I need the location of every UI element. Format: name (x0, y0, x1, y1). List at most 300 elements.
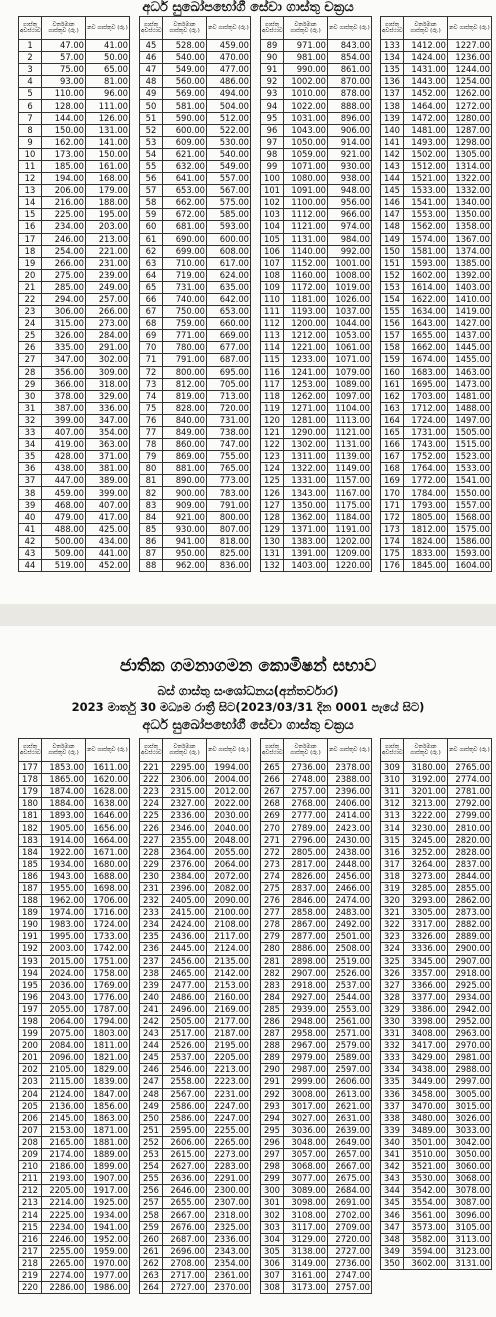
new-fare: 825.00 (207, 547, 251, 559)
stage-number: 112 (261, 318, 284, 330)
new-fare: 1769.00 (86, 979, 130, 991)
table-row (261, 487, 372, 499)
stage-number: 101 (261, 185, 284, 197)
new-fare: 2934.00 (448, 991, 492, 1003)
current-fare: 1731.00 (404, 427, 448, 439)
table-row (381, 76, 492, 88)
table-row (19, 257, 130, 269)
stage-number: 119 (261, 402, 284, 414)
table-row (261, 1269, 372, 1281)
table-row (381, 1076, 492, 1088)
table-row (19, 523, 130, 535)
table-row (261, 1161, 372, 1173)
stage-number: 205 (19, 1100, 42, 1112)
stage-number: 176 (381, 560, 404, 572)
stage-number: 200 (19, 1040, 42, 1052)
current-fare: 459.00 (42, 487, 86, 499)
table-row (140, 306, 251, 318)
new-fare: 1856.00 (86, 1100, 130, 1112)
stage-number: 51 (140, 112, 163, 124)
table-row (140, 1100, 251, 1112)
new-fare: 653.00 (207, 306, 251, 318)
new-fare: 1332.00 (448, 185, 492, 197)
new-fare: 2855.00 (448, 882, 492, 894)
table-row (140, 475, 251, 487)
new-fare: 371.00 (86, 451, 130, 463)
new-fare: 2720.00 (328, 1233, 372, 1245)
new-fare: 3015.00 (448, 1100, 492, 1112)
stage-number: 294 (261, 1112, 284, 1124)
new-fare: 1463.00 (448, 366, 492, 378)
new-fare: 1367.00 (448, 233, 492, 245)
new-fare: 2765.00 (448, 762, 492, 774)
table-row (19, 1282, 130, 1294)
current-fare: 1059.00 (284, 148, 328, 160)
stage-number: 53 (140, 136, 163, 148)
table-row (140, 943, 251, 955)
new-fare: 2691.00 (328, 1197, 372, 1209)
stage-number: 295 (261, 1124, 284, 1136)
header-new-fare: නව ගාස්තුව (රු.) (207, 739, 251, 762)
stage-number: 99 (261, 160, 284, 172)
table-row (261, 1282, 372, 1294)
table-row (140, 330, 251, 342)
stage-number: 164 (381, 414, 404, 426)
table-row (19, 281, 130, 293)
table-row (381, 293, 492, 305)
new-fare: 494.00 (207, 88, 251, 100)
stage-number: 71 (140, 354, 163, 366)
stage-number: 137 (381, 88, 404, 100)
current-fare: 2234.00 (42, 1221, 86, 1233)
table-row (19, 1052, 130, 1064)
current-fare: 2415.00 (163, 907, 207, 919)
current-fare: 971.00 (284, 40, 328, 52)
new-fare: 1758.00 (86, 967, 130, 979)
stage-number: 296 (261, 1136, 284, 1148)
table-row (381, 487, 492, 499)
table-row (261, 160, 372, 172)
current-fare: 2327.00 (163, 798, 207, 810)
table-row (140, 1161, 251, 1173)
current-fare: 2064.00 (42, 1015, 86, 1027)
stage-number: 62 (140, 245, 163, 257)
current-fare: 2736.00 (284, 762, 328, 774)
stage-number: 123 (261, 451, 284, 463)
page-2-title: අර්ධ සුඛෝපභෝගී සේවා ගාස්තු චක්‍රය (142, 718, 354, 733)
stage-number: 5 (19, 88, 42, 100)
current-fare: 2636.00 (163, 1173, 207, 1185)
current-fare: 2918.00 (284, 979, 328, 991)
new-fare: 2336.00 (207, 1233, 251, 1245)
new-fare: 836.00 (207, 560, 251, 572)
stage-number: 258 (140, 1209, 163, 1221)
current-fare: 1311.00 (284, 451, 328, 463)
current-fare: 2939.00 (284, 1003, 328, 1015)
stage-number: 168 (381, 463, 404, 475)
table-row (19, 233, 130, 245)
current-fare: 2246.00 (42, 1233, 86, 1245)
stage-number: 145 (381, 185, 404, 197)
current-fare: 2867.00 (284, 919, 328, 931)
table-row (19, 293, 130, 305)
stage-number: 321 (381, 907, 404, 919)
current-fare: 2055.00 (42, 1003, 86, 1015)
new-fare: 1272.00 (448, 100, 492, 112)
new-fare: 2918.00 (448, 967, 492, 979)
header-current-fare: වර්තමාන ගාස්තුව (රු.) (42, 17, 86, 40)
new-fare: 81.00 (86, 76, 130, 88)
table-row (140, 1040, 251, 1052)
current-fare: 2606.00 (163, 1136, 207, 1148)
current-fare: 2445.00 (163, 943, 207, 955)
current-fare: 1100.00 (284, 197, 328, 209)
stage-number: 259 (140, 1221, 163, 1233)
new-fare: 3078.00 (448, 1185, 492, 1197)
current-fare: 2595.00 (163, 1124, 207, 1136)
stage-number: 154 (381, 293, 404, 305)
new-fare: 1871.00 (86, 1124, 130, 1136)
new-fare: 257.00 (86, 293, 130, 305)
current-fare: 3129.00 (284, 1233, 328, 1245)
table-row (19, 378, 130, 390)
table-row (261, 1124, 372, 1136)
stage-number: 238 (140, 967, 163, 979)
table-row (19, 955, 130, 967)
new-fare: 2747.00 (328, 1269, 372, 1281)
current-fare: 1391.00 (284, 547, 328, 559)
stage-number: 81 (140, 475, 163, 487)
table-row (261, 451, 372, 463)
new-fare: 65.00 (86, 64, 130, 76)
new-fare: 1611.00 (86, 762, 130, 774)
table-row (261, 1245, 372, 1257)
table-row (381, 1028, 492, 1040)
current-fare: 2805.00 (284, 846, 328, 858)
table-row (381, 1124, 492, 1136)
current-fare: 3582.00 (404, 1233, 448, 1245)
new-fare: 1403.00 (448, 281, 492, 293)
table-row (381, 846, 492, 858)
table-row (381, 1197, 492, 1209)
new-fare: 50.00 (86, 52, 130, 64)
stage-number: 256 (140, 1185, 163, 1197)
table-row (381, 822, 492, 834)
stage-number: 92 (261, 76, 284, 88)
table-row (140, 100, 251, 112)
stage-number: 130 (261, 535, 284, 547)
current-fare: 1080.00 (284, 173, 328, 185)
table-row (261, 499, 372, 511)
new-fare: 2205.00 (207, 1052, 251, 1064)
table-row (140, 1209, 251, 1221)
stage-number: 208 (19, 1136, 42, 1148)
new-fare: 3005.00 (448, 1088, 492, 1100)
new-fare: 1811.00 (86, 1040, 130, 1052)
stage-number: 271 (261, 834, 284, 846)
stage-number: 111 (261, 306, 284, 318)
table-row (19, 511, 130, 523)
current-fare: 1593.00 (404, 257, 448, 269)
stage-number: 72 (140, 366, 163, 378)
table-row (261, 463, 372, 475)
table-row (19, 895, 130, 907)
new-fare: 617.00 (207, 257, 251, 269)
table-row (381, 221, 492, 233)
table-row (19, 1124, 130, 1136)
new-fare: 1970.00 (86, 1257, 130, 1269)
current-fare: 2907.00 (284, 967, 328, 979)
stage-number: 90 (261, 52, 284, 64)
new-fare: 2606.00 (328, 1076, 372, 1088)
table-row (261, 221, 372, 233)
table-row (381, 439, 492, 451)
stage-number: 184 (19, 846, 42, 858)
new-fare: 818.00 (207, 535, 251, 547)
page-2 (0, 626, 496, 1317)
header-stage: ගාස්තු අවස්ථාව (140, 17, 163, 40)
new-fare: 2757.00 (328, 1282, 372, 1294)
current-fare: 1271.00 (284, 402, 328, 414)
current-fare: 849.00 (163, 427, 207, 439)
current-fare: 1233.00 (284, 354, 328, 366)
table-row (140, 547, 251, 559)
new-fare: 188.00 (86, 197, 130, 209)
new-fare: 1488.00 (448, 402, 492, 414)
new-fare: 1254.00 (448, 76, 492, 88)
stage-number: 82 (140, 487, 163, 499)
current-fare: 3398.00 (404, 1015, 448, 1027)
table-row (19, 907, 130, 919)
current-fare: 540.00 (163, 52, 207, 64)
current-fare: 1712.00 (404, 402, 448, 414)
table-row (19, 136, 130, 148)
stage-number: 98 (261, 148, 284, 160)
new-fare: 914.00 (328, 136, 372, 148)
table-row (381, 858, 492, 870)
table-row (140, 1064, 251, 1076)
current-fare: 1193.00 (284, 306, 328, 318)
current-fare: 1784.00 (404, 487, 448, 499)
current-fare: 2496.00 (163, 1003, 207, 1015)
current-fare: 2846.00 (284, 895, 328, 907)
stage-number: 120 (261, 414, 284, 426)
table-row (140, 318, 251, 330)
stage-number: 103 (261, 209, 284, 221)
new-fare: 3087.00 (448, 1197, 492, 1209)
new-fare: 2837.00 (448, 858, 492, 870)
new-fare: 2072.00 (207, 870, 251, 882)
table-row (140, 907, 251, 919)
table-row (19, 798, 130, 810)
stage-number: 29 (19, 378, 42, 390)
stage-number: 188 (19, 895, 42, 907)
new-fare: 1698.00 (86, 882, 130, 894)
current-fare: 3542.00 (404, 1185, 448, 1197)
new-fare: 2195.00 (207, 1040, 251, 1052)
new-fare: 1497.00 (448, 414, 492, 426)
new-fare: 660.00 (207, 318, 251, 330)
table-row (381, 1064, 492, 1076)
current-fare: 2193.00 (42, 1173, 86, 1185)
current-fare: 2586.00 (163, 1112, 207, 1124)
stage-number: 212 (19, 1185, 42, 1197)
current-fare: 950.00 (163, 547, 207, 559)
current-fare: 731.00 (163, 281, 207, 293)
new-fare: 1053.00 (328, 330, 372, 342)
header-new-fare: නව ගාස්තුව (රු.) (328, 739, 372, 762)
stage-number: 89 (261, 40, 284, 52)
table-row (19, 1161, 130, 1173)
stage-number: 25 (19, 330, 42, 342)
stage-number: 124 (261, 463, 284, 475)
header-stage: ගාස්තු අවස්ථාව (19, 739, 42, 762)
table-row (381, 427, 492, 439)
new-fare: 1688.00 (86, 870, 130, 882)
table-row (381, 1040, 492, 1052)
new-fare: 1575.00 (448, 523, 492, 535)
stage-number: 96 (261, 124, 284, 136)
table-row (140, 257, 251, 269)
stage-number: 44 (19, 560, 42, 572)
stage-number: 56 (140, 173, 163, 185)
current-fare: 3317.00 (404, 919, 448, 931)
stage-number: 250 (140, 1112, 163, 1124)
stage-number: 335 (381, 1076, 404, 1088)
stage-number: 308 (261, 1282, 284, 1294)
table-row (140, 148, 251, 160)
current-fare: 2615.00 (163, 1149, 207, 1161)
new-fare: 425.00 (86, 523, 130, 535)
current-fare: 1253.00 (284, 378, 328, 390)
new-fare: 1523.00 (448, 451, 492, 463)
table-row (140, 1269, 251, 1281)
current-fare: 2987.00 (284, 1064, 328, 1076)
current-fare: 3417.00 (404, 1040, 448, 1052)
table-row (140, 1124, 251, 1136)
table-row (140, 1076, 251, 1088)
table-row (140, 354, 251, 366)
current-fare: 194.00 (42, 173, 86, 185)
new-fare: 1994.00 (207, 762, 251, 774)
table-row (19, 560, 130, 572)
stage-number: 73 (140, 378, 163, 390)
stage-number: 94 (261, 100, 284, 112)
new-fare: 687.00 (207, 354, 251, 366)
current-fare: 1043.00 (284, 124, 328, 136)
table-row (261, 1076, 372, 1088)
stage-number: 242 (140, 1015, 163, 1027)
stage-number: 202 (19, 1064, 42, 1076)
new-fare: 2273.00 (207, 1149, 251, 1161)
new-fare: 1121.00 (328, 427, 372, 439)
stage-number: 43 (19, 547, 42, 559)
current-fare: 206.00 (42, 185, 86, 197)
stage-number: 222 (140, 774, 163, 786)
table-row (140, 870, 251, 882)
stage-number: 175 (381, 547, 404, 559)
table-row (261, 427, 372, 439)
current-fare: 3357.00 (404, 967, 448, 979)
stage-number: 266 (261, 774, 284, 786)
header-new-fare: නව ගාස්තුව (රු.) (448, 17, 492, 40)
current-fare: 2958.00 (284, 1028, 328, 1040)
stage-number: 151 (381, 257, 404, 269)
stage-number: 279 (261, 931, 284, 943)
new-fare: 470.00 (207, 52, 251, 64)
new-fare: 347.00 (86, 414, 130, 426)
new-fare: 2579.00 (328, 1040, 372, 1052)
new-fare: 878.00 (328, 88, 372, 100)
stage-number: 4 (19, 76, 42, 88)
current-fare: 549.00 (163, 64, 207, 76)
new-fare: 1392.00 (448, 269, 492, 281)
table-row (19, 148, 130, 160)
current-fare: 1241.00 (284, 366, 328, 378)
table-row (140, 160, 251, 172)
table-row (140, 1233, 251, 1245)
current-fare: 560.00 (163, 76, 207, 88)
current-fare: 428.00 (42, 451, 86, 463)
new-fare: 1113.00 (328, 414, 372, 426)
new-fare: 2997.00 (448, 1076, 492, 1088)
stage-number: 142 (381, 148, 404, 160)
stage-number: 311 (381, 786, 404, 798)
new-fare: 2501.00 (328, 931, 372, 943)
new-fare: 2684.00 (328, 1185, 372, 1197)
new-fare: 2873.00 (448, 907, 492, 919)
current-fare: 2295.00 (163, 762, 207, 774)
stage-number: 179 (19, 786, 42, 798)
new-fare: 713.00 (207, 390, 251, 402)
new-fare: 1427.00 (448, 318, 492, 330)
table-row (261, 281, 372, 293)
new-fare: 2187.00 (207, 1028, 251, 1040)
current-fare: 890.00 (163, 475, 207, 487)
table-row (19, 160, 130, 172)
stage-number: 185 (19, 858, 42, 870)
new-fare: 1706.00 (86, 895, 130, 907)
new-fare: 567.00 (207, 185, 251, 197)
new-fare: 2343.00 (207, 1245, 251, 1257)
new-fare: 705.00 (207, 378, 251, 390)
current-fare: 110.00 (42, 88, 86, 100)
new-fare: 2223.00 (207, 1076, 251, 1088)
table-row (381, 354, 492, 366)
new-fare: 2012.00 (207, 786, 251, 798)
stage-number: 233 (140, 907, 163, 919)
current-fare: 1724.00 (404, 414, 448, 426)
current-fare: 3438.00 (404, 1064, 448, 1076)
current-fare: 1502.00 (404, 148, 448, 160)
table-row (19, 1112, 130, 1124)
current-fare: 2586.00 (163, 1100, 207, 1112)
table-row (140, 991, 251, 1003)
current-fare: 1322.00 (284, 463, 328, 475)
new-fare: 1794.00 (86, 1015, 130, 1027)
current-fare: 479.00 (42, 511, 86, 523)
table-row (19, 40, 130, 52)
current-fare: 653.00 (163, 185, 207, 197)
current-fare: 1481.00 (404, 124, 448, 136)
stage-number: 207 (19, 1124, 42, 1136)
stage-number: 129 (261, 523, 284, 535)
new-fare: 1019.00 (328, 281, 372, 293)
new-fare: 807.00 (207, 523, 251, 535)
current-fare: 306.00 (42, 306, 86, 318)
stage-number: 261 (140, 1245, 163, 1257)
stage-number: 244 (140, 1040, 163, 1052)
